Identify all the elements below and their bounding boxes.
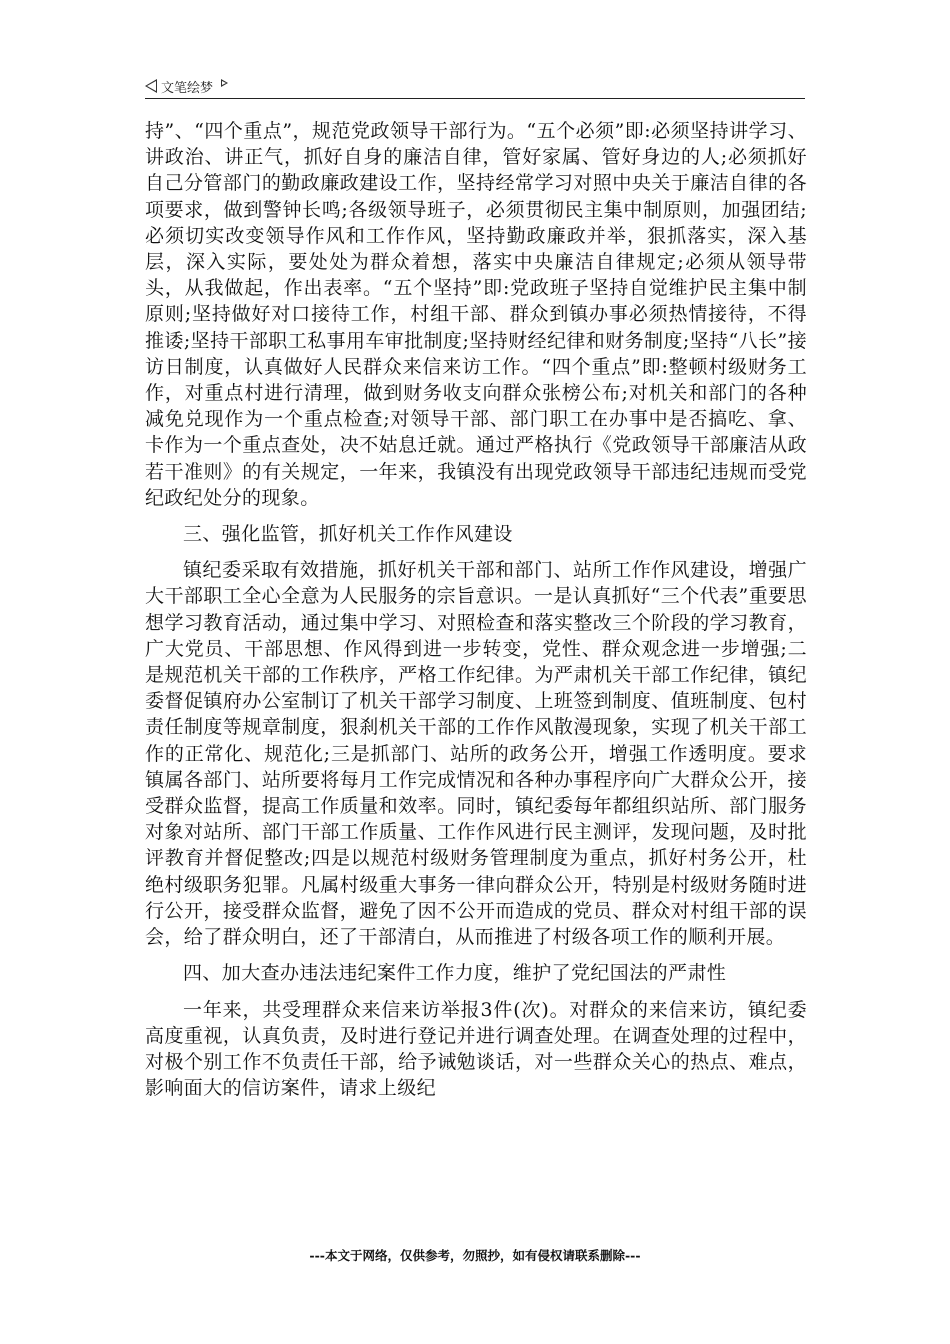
triangle-right-icon (221, 79, 228, 87)
paragraph-section-3: 镇纪委采取有效措施，抓好机关干部和部门、站所工作作风建设，增强广大干部职工全心全意为人民服务的宗旨意识。一是认真抓好“三个代表”重要思想学习教育活动，通过集中学习、对照检查和落实整改三个阶段的学习教育，广大党员、干部思想、作风得到进一步转变，党性、群众观念进一步增强;二是规范机关干部的工作秩序，严格工作纪律。为严肃机关干部工作纪律，镇纪委督促镇府办公室制订了机关干部学习制度、上班签到制度、值班制度、包村责任制度等规章制度，狠刹机关干部的工作作风散漫现象，实现了机关干部工作的正常化、规范化;三是抓部门、站所的政务公开，增强工作透明度。要求镇属各部门、站所要将每月工作完成情况和各种办事程序向广大群众公开，接受群众监督，提高工作质量和效率。同时，镇纪委每年都组织站所、部门服务对象对站所、部门干部工作质量、工作作风进行民主测评，发现问题，及时批评教育并督促整改;四是以规范村级财务管理制度为重点，抓好村务公开，杜绝村级职务犯罪。凡属村级重大事务一律向群众公开，特别是村级财务随时进行公开，接受群众监督，避免了因不公开而造成的党员、群众对村组干部的误会，给了群众明白，还了干部清白，从而推进了村级各项工作的顺利开展。 (145, 559, 807, 949)
section-heading-3: 三、强化监管，抓好机关工作作风建设 (183, 523, 513, 546)
header-brand: 文笔绘梦 (161, 80, 214, 96)
paragraph-continued: 持”、“四个重点”，规范党政领导干部行为。“五个必须”即:必须坚持讲学习、讲政治、讲正气，抓好自身的廉洁自律，管好家属、管好身边的人;必须抓好自己分管部门的勤政廉政建设工作，坚持经常学习对照中央关于廉洁自律的各项要求，做到警钟长鸣;各级领导班子，必须贯彻民主集中制原则，加强团结;必须切实改变领导作风和工作作风，坚持勤政廉政并举，狠抓落实，深入基层，深入实际，要处处为群众着想，落实中央廉洁自律规定;必须从领导带头，从我做起，作出表率。“五个坚持”即:党政班子坚持自觉维护民主集中制原则;坚持做好对口接待工作，村组干部、群众到镇办事必须热情接待，不得推诿;坚持干部职工私事用车审批制度;坚持财经纪律和财务制度;坚持“八长”接访日制度，认真做好人民群众来信来访工作。“四个重点”即:整顿村级财务工作，对重点村进行清理，做到财务收支向群众张榜公布;对机关和部门的各种减免兑现作为一个重点检查;对领导干部、部门职工在办事中是否搞吃、拿、卡作为一个重点查处，决不姑息迁就。通过严格执行《党政领导干部廉洁从政若干准则》的有关规定，一年来，我镇没有出现党政领导干部违纪违规而受党纪政纪处分的现象。 (145, 120, 807, 509)
section-heading-4: 四、加大查办违法违纪案件工作力度，维护了党纪国法的严肃性 (183, 962, 727, 985)
page-header (145, 74, 805, 99)
triangle-left-icon (145, 79, 157, 93)
footer-notice: ---本文于网络，仅供参考，勿照抄，如有侵权请联系删除--- (309, 1248, 641, 1263)
document-body (145, 118, 807, 1101)
paragraph-section-4: 一年来，共受理群众来信来访举报3件(次)。对群众的来信来访，镇纪委高度重视，认真负责，及时进行登记并进行调查处理。在调查处理的过程中，对极个别工作不负责任干部，给予诫勉谈话，对一些群众关心的热点、难点，影响面大的信访案件，请求上级纪 (145, 998, 807, 1100)
